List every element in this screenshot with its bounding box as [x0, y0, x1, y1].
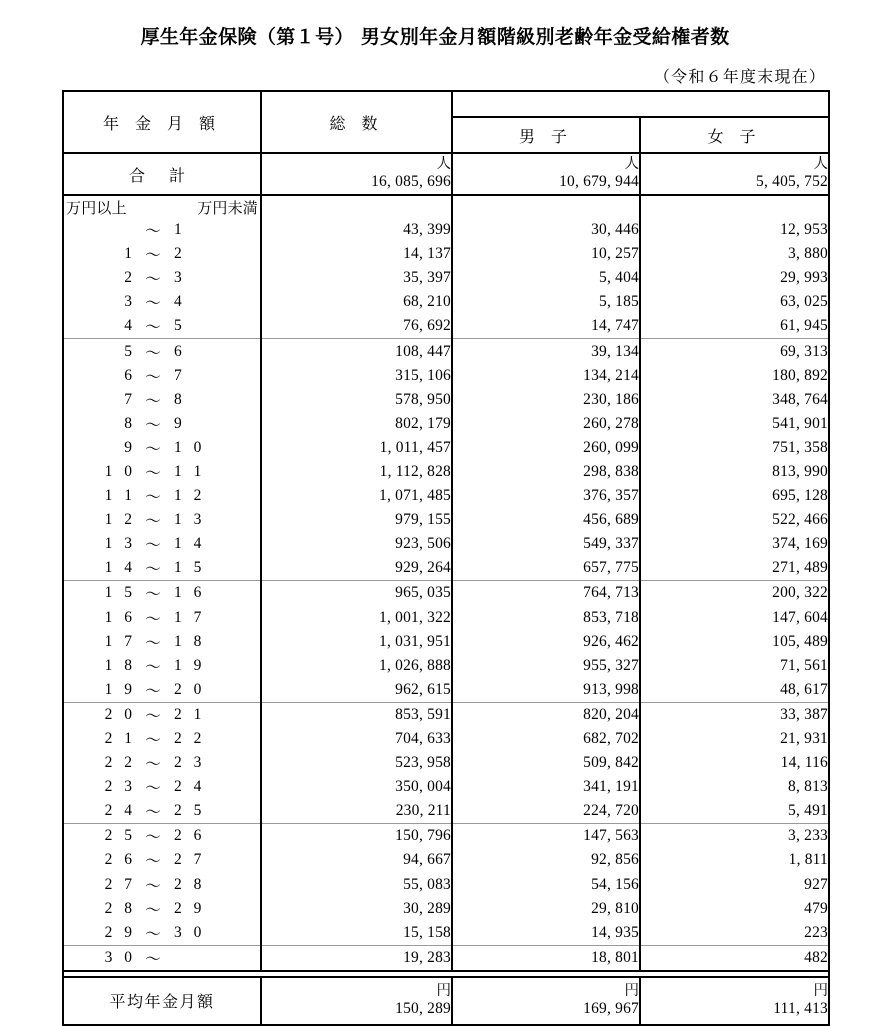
- range-tilde: ～: [145, 223, 161, 241]
- total-row-female-value: 5, 405, 752: [756, 172, 828, 190]
- range-upper: 6: [174, 342, 186, 360]
- row-female-value: 3, 880: [640, 242, 829, 266]
- range-tilde: ～: [145, 732, 161, 750]
- range-tilde: ～: [145, 853, 161, 871]
- row-female-value: 695, 128: [640, 484, 829, 508]
- row-range-cell: [63, 242, 261, 266]
- range-upper: 7: [174, 366, 186, 384]
- statistics-table-container: [62, 90, 828, 1026]
- range-upper: 8: [174, 390, 186, 408]
- range-upper: 2 2: [174, 730, 206, 748]
- row-range-cell: [63, 848, 261, 872]
- range-upper: 1 8: [174, 632, 206, 650]
- range-tilde: ～: [145, 682, 161, 700]
- row-total-value: 1, 011, 457: [261, 436, 452, 460]
- row-range-cell: [63, 581, 261, 606]
- range-lower: 2 4: [104, 802, 136, 820]
- row-male-value: 955, 327: [452, 654, 640, 678]
- row-range-cell: [63, 532, 261, 556]
- range-lower: 2 8: [104, 899, 136, 917]
- range-upper: 2 3: [174, 754, 206, 772]
- total-row-male-value: 10, 679, 944: [559, 172, 639, 190]
- range-lower: 1: [124, 245, 136, 263]
- row-male-value: 18, 801: [452, 945, 640, 971]
- row-range-cell: [63, 556, 261, 581]
- row-female-value: 21, 931: [640, 727, 829, 751]
- range-lower: 1 9: [104, 680, 136, 698]
- table-row: [63, 897, 829, 921]
- table-row: [63, 921, 829, 946]
- range-lower: 3 0: [104, 948, 136, 966]
- table-row: [63, 556, 829, 581]
- table-row: [63, 388, 829, 412]
- row-female-value: 479: [640, 897, 829, 921]
- row-range-cell: [63, 314, 261, 339]
- table-row: [63, 242, 829, 266]
- range-upper: 1 3: [174, 511, 206, 529]
- row-range-cell: [63, 630, 261, 654]
- range-upper: 1: [174, 221, 186, 239]
- row-range-cell: [63, 654, 261, 678]
- range-lower: 2 2: [104, 754, 136, 772]
- header-spacer-male: [452, 91, 640, 117]
- row-range-cell: [63, 266, 261, 290]
- total-row-total-cell: [261, 153, 452, 195]
- row-male-value: 134, 214: [452, 364, 640, 388]
- row-male-value: 682, 702: [452, 727, 640, 751]
- upper-bound-label: 万円未満: [197, 200, 258, 217]
- average-row: [63, 977, 829, 1025]
- table-row: [63, 775, 829, 799]
- range-upper: 1 7: [174, 608, 206, 626]
- total-row-female-cell: [640, 153, 829, 195]
- row-range-cell: [63, 508, 261, 532]
- range-upper: 3: [174, 269, 186, 287]
- row-female-value: 813, 990: [640, 460, 829, 484]
- row-female-value: 71, 561: [640, 654, 829, 678]
- range-tilde: ～: [145, 756, 161, 774]
- row-total-value: 578, 950: [261, 388, 452, 412]
- range-tilde: ～: [145, 586, 161, 604]
- table-row: [63, 266, 829, 290]
- row-total-value: 1, 026, 888: [261, 654, 452, 678]
- range-upper: 2: [174, 245, 186, 263]
- row-male-value: 54, 156: [452, 873, 640, 897]
- range-upper: 5: [174, 317, 186, 335]
- row-male-value: 230, 186: [452, 388, 640, 412]
- table-row: [63, 678, 829, 703]
- bounds-spacer-female: [640, 195, 829, 218]
- average-row-male-cell: [452, 977, 640, 1025]
- reference-date: （令和６年度末現在）: [653, 69, 826, 86]
- range-lower: 1 1: [104, 487, 136, 505]
- range-upper: 2 0: [174, 680, 206, 698]
- row-male-value: 92, 856: [452, 848, 640, 872]
- row-male-value: 913, 998: [452, 678, 640, 703]
- row-male-value: 14, 747: [452, 314, 640, 339]
- table-row: [63, 290, 829, 314]
- range-lower: 2 9: [104, 923, 136, 941]
- average-row-label: 平均年金月額: [63, 977, 261, 1025]
- pension-statistics-table: [62, 90, 830, 1026]
- row-female-value: 29, 993: [640, 266, 829, 290]
- table-row: [63, 799, 829, 824]
- row-male-value: 10, 257: [452, 242, 640, 266]
- row-male-value: 260, 099: [452, 436, 640, 460]
- row-male-value: 820, 204: [452, 702, 640, 727]
- row-range-cell: [63, 751, 261, 775]
- row-female-value: 14, 116: [640, 751, 829, 775]
- range-upper: 1 4: [174, 535, 206, 553]
- row-female-value: 200, 322: [640, 581, 829, 606]
- range-upper: 2 1: [174, 705, 206, 723]
- row-female-value: 69, 313: [640, 339, 829, 364]
- row-total-value: 94, 667: [261, 848, 452, 872]
- table-row: [63, 532, 829, 556]
- row-range-cell: [63, 921, 261, 946]
- table-row: [63, 873, 829, 897]
- row-total-value: 15, 158: [261, 921, 452, 946]
- row-total-value: 704, 633: [261, 727, 452, 751]
- row-female-value: 63, 025: [640, 290, 829, 314]
- range-tilde: ～: [145, 658, 161, 676]
- row-total-value: 150, 796: [261, 824, 452, 849]
- row-female-value: 3, 233: [640, 824, 829, 849]
- row-range-cell: [63, 388, 261, 412]
- bounds-label-row: [63, 195, 829, 218]
- table-row: [63, 702, 829, 727]
- range-upper: 2 5: [174, 802, 206, 820]
- range-lower: 2 6: [104, 851, 136, 869]
- range-upper: 9: [174, 414, 186, 432]
- row-total-value: 55, 083: [261, 873, 452, 897]
- range-tilde: ～: [145, 489, 161, 507]
- table-row: [63, 218, 829, 242]
- row-female-value: 927: [640, 873, 829, 897]
- range-tilde: ～: [145, 829, 161, 847]
- table-row: [63, 581, 829, 606]
- range-upper: 1 2: [174, 487, 206, 505]
- row-total-value: 802, 179: [261, 412, 452, 436]
- row-total-value: 1, 112, 828: [261, 460, 452, 484]
- table-row: [63, 824, 829, 849]
- row-range-cell: [63, 897, 261, 921]
- row-total-value: 43, 399: [261, 218, 452, 242]
- average-row-total-value: 150, 289: [395, 999, 451, 1017]
- row-total-value: 35, 397: [261, 266, 452, 290]
- table-row: [63, 654, 829, 678]
- range-lower: 1 2: [104, 511, 136, 529]
- row-total-value: 523, 958: [261, 751, 452, 775]
- table-row: [63, 848, 829, 872]
- row-range-cell: [63, 799, 261, 824]
- row-female-value: 33, 387: [640, 702, 829, 727]
- table-row: [63, 751, 829, 775]
- row-male-value: 224, 720: [452, 799, 640, 824]
- range-tilde: ～: [145, 901, 161, 919]
- range-tilde: ～: [145, 561, 161, 579]
- range-tilde: ～: [145, 271, 161, 289]
- row-female-value: 180, 892: [640, 364, 829, 388]
- row-female-value: 223: [640, 921, 829, 946]
- row-male-value: 30, 446: [452, 218, 640, 242]
- row-male-value: 39, 134: [452, 339, 640, 364]
- row-total-value: 979, 155: [261, 508, 452, 532]
- range-lower: 3: [124, 293, 136, 311]
- row-male-value: 456, 689: [452, 508, 640, 532]
- range-tilde: ～: [145, 634, 161, 652]
- row-total-value: 30, 289: [261, 897, 452, 921]
- range-upper: 1 6: [174, 584, 206, 602]
- range-tilde: ～: [145, 804, 161, 822]
- row-female-value: 48, 617: [640, 678, 829, 703]
- range-lower: 1 5: [104, 584, 136, 602]
- page-title: 厚生年金保険（第１号） 男女別年金月額階級別老齢年金受給権者数: [140, 26, 730, 48]
- range-lower: 6: [124, 366, 136, 384]
- row-male-value: 926, 462: [452, 630, 640, 654]
- unit-people: 人: [436, 156, 451, 173]
- row-male-value: 29, 810: [452, 897, 640, 921]
- unit-people: 人: [813, 156, 828, 173]
- row-female-value: 522, 466: [640, 508, 829, 532]
- range-tilde: ～: [145, 392, 161, 410]
- row-male-value: 764, 713: [452, 581, 640, 606]
- row-total-value: 19, 283: [261, 945, 452, 971]
- range-lower: 5: [124, 342, 136, 360]
- row-male-value: 657, 775: [452, 556, 640, 581]
- row-range-cell: [63, 727, 261, 751]
- table-row: [63, 945, 829, 971]
- row-male-value: 5, 404: [452, 266, 640, 290]
- row-range-cell: [63, 290, 261, 314]
- header-female-column: 女 子: [640, 117, 829, 153]
- row-female-value: 482: [640, 945, 829, 971]
- row-range-cell: [63, 412, 261, 436]
- range-tilde: ～: [145, 440, 161, 458]
- range-tilde: ～: [145, 537, 161, 555]
- bounds-spacer-male: [452, 195, 640, 218]
- header-label-column: 年 金 月 額: [63, 91, 261, 153]
- range-lower: 2 7: [104, 875, 136, 893]
- row-range-cell: [63, 364, 261, 388]
- row-male-value: 853, 718: [452, 606, 640, 630]
- row-female-value: 1, 811: [640, 848, 829, 872]
- range-lower: 4: [124, 317, 136, 335]
- row-total-value: 929, 264: [261, 556, 452, 581]
- row-male-value: 341, 191: [452, 775, 640, 799]
- range-tilde: ～: [145, 610, 161, 628]
- row-male-value: 549, 337: [452, 532, 640, 556]
- range-lower: 1 4: [104, 559, 136, 577]
- range-lower: 9: [124, 438, 136, 456]
- table-row: [63, 436, 829, 460]
- row-total-value: 68, 210: [261, 290, 452, 314]
- row-total-value: 853, 591: [261, 702, 452, 727]
- range-tilde: ～: [145, 950, 161, 968]
- table-row: [63, 314, 829, 339]
- row-range-cell: [63, 460, 261, 484]
- row-range-cell: [63, 678, 261, 703]
- row-female-value: 348, 764: [640, 388, 829, 412]
- row-male-value: 298, 838: [452, 460, 640, 484]
- range-lower: 2 5: [104, 827, 136, 845]
- range-lower: 1 6: [104, 608, 136, 626]
- row-male-value: 376, 357: [452, 484, 640, 508]
- range-upper: 2 7: [174, 851, 206, 869]
- row-female-value: 61, 945: [640, 314, 829, 339]
- total-row-total-value: 16, 085, 696: [371, 172, 451, 190]
- table-row: [63, 630, 829, 654]
- average-row-female-cell: [640, 977, 829, 1025]
- row-range-cell: [63, 339, 261, 364]
- row-total-value: 1, 001, 322: [261, 606, 452, 630]
- row-female-value: 271, 489: [640, 556, 829, 581]
- total-row-label: 合 計: [63, 153, 261, 195]
- row-total-value: 923, 506: [261, 532, 452, 556]
- row-total-value: 1, 031, 951: [261, 630, 452, 654]
- range-upper: 1 9: [174, 656, 206, 674]
- row-female-value: 8, 813: [640, 775, 829, 799]
- row-range-cell: [63, 945, 261, 971]
- bounds-label-cell: [63, 195, 261, 218]
- row-male-value: 5, 185: [452, 290, 640, 314]
- row-female-value: 5, 491: [640, 799, 829, 824]
- row-female-value: 751, 358: [640, 436, 829, 460]
- range-tilde: ～: [145, 368, 161, 386]
- range-lower: 2: [124, 269, 136, 287]
- row-male-value: 260, 278: [452, 412, 640, 436]
- row-range-cell: [63, 873, 261, 897]
- range-tilde: ～: [145, 513, 161, 531]
- row-range-cell: [63, 606, 261, 630]
- row-range-cell: [63, 702, 261, 727]
- row-total-value: 14, 137: [261, 242, 452, 266]
- range-lower: 1 7: [104, 632, 136, 650]
- range-lower: 1 8: [104, 656, 136, 674]
- total-row: [63, 153, 829, 195]
- row-range-cell: [63, 436, 261, 460]
- range-lower: 1 0: [104, 462, 136, 480]
- range-tilde: ～: [145, 877, 161, 895]
- lower-bound-label: 万円以上: [66, 200, 127, 217]
- range-tilde: ～: [145, 416, 161, 434]
- range-tilde: ～: [145, 247, 161, 265]
- table-row: [63, 508, 829, 532]
- table-row: [63, 364, 829, 388]
- range-lower: 2 0: [104, 705, 136, 723]
- header-male-column: 男 子: [452, 117, 640, 153]
- unit-yen: 円: [813, 983, 828, 1000]
- table-row: [63, 339, 829, 364]
- range-upper: 4: [174, 293, 186, 311]
- row-total-value: 230, 211: [261, 799, 452, 824]
- range-tilde: ～: [145, 464, 161, 482]
- range-upper: 3 0: [174, 923, 206, 941]
- row-female-value: 374, 169: [640, 532, 829, 556]
- table-row: [63, 460, 829, 484]
- row-total-value: 1, 071, 485: [261, 484, 452, 508]
- row-total-value: 315, 106: [261, 364, 452, 388]
- row-total-value: 350, 004: [261, 775, 452, 799]
- row-total-value: 108, 447: [261, 339, 452, 364]
- row-range-cell: [63, 218, 261, 242]
- bounds-spacer-total: [261, 195, 452, 218]
- range-tilde: ～: [145, 344, 161, 362]
- range-lower: 7: [124, 390, 136, 408]
- row-female-value: 147, 604: [640, 606, 829, 630]
- unit-yen: 円: [436, 983, 451, 1000]
- range-upper: 1 0: [174, 438, 206, 456]
- row-female-value: 105, 489: [640, 630, 829, 654]
- range-upper: 2 9: [174, 899, 206, 917]
- range-tilde: ～: [145, 295, 161, 313]
- range-upper: 1 5: [174, 559, 206, 577]
- unit-people: 人: [624, 156, 639, 173]
- header-total-column: 総 数: [261, 91, 452, 153]
- unit-yen: 円: [624, 983, 639, 1000]
- row-male-value: 14, 935: [452, 921, 640, 946]
- total-row-male-cell: [452, 153, 640, 195]
- range-lower: 1 3: [104, 535, 136, 553]
- row-male-value: 147, 563: [452, 824, 640, 849]
- row-total-value: 962, 615: [261, 678, 452, 703]
- average-row-female-value: 111, 413: [773, 999, 828, 1017]
- range-tilde: ～: [145, 707, 161, 725]
- average-row-male-value: 169, 967: [583, 999, 639, 1017]
- row-range-cell: [63, 775, 261, 799]
- range-tilde: ～: [145, 780, 161, 798]
- header-row-primary: [63, 91, 829, 117]
- row-female-value: 12, 953: [640, 218, 829, 242]
- row-total-value: 76, 692: [261, 314, 452, 339]
- range-upper: 1 1: [174, 462, 206, 480]
- table-row: [63, 412, 829, 436]
- table-row: [63, 727, 829, 751]
- row-range-cell: [63, 484, 261, 508]
- range-lower: 8: [124, 414, 136, 432]
- table-row: [63, 606, 829, 630]
- range-upper: 2 8: [174, 875, 206, 893]
- range-lower: 2 3: [104, 778, 136, 796]
- header-spacer-female: [640, 91, 829, 117]
- row-male-value: 509, 842: [452, 751, 640, 775]
- range-tilde: ～: [145, 925, 161, 943]
- range-lower: 2 1: [104, 730, 136, 748]
- row-range-cell: [63, 824, 261, 849]
- table-row: [63, 484, 829, 508]
- range-upper: 2 6: [174, 827, 206, 845]
- average-row-total-cell: [261, 977, 452, 1025]
- row-female-value: 541, 901: [640, 412, 829, 436]
- row-total-value: 965, 035: [261, 581, 452, 606]
- range-upper: 2 4: [174, 778, 206, 796]
- range-tilde: ～: [145, 319, 161, 337]
